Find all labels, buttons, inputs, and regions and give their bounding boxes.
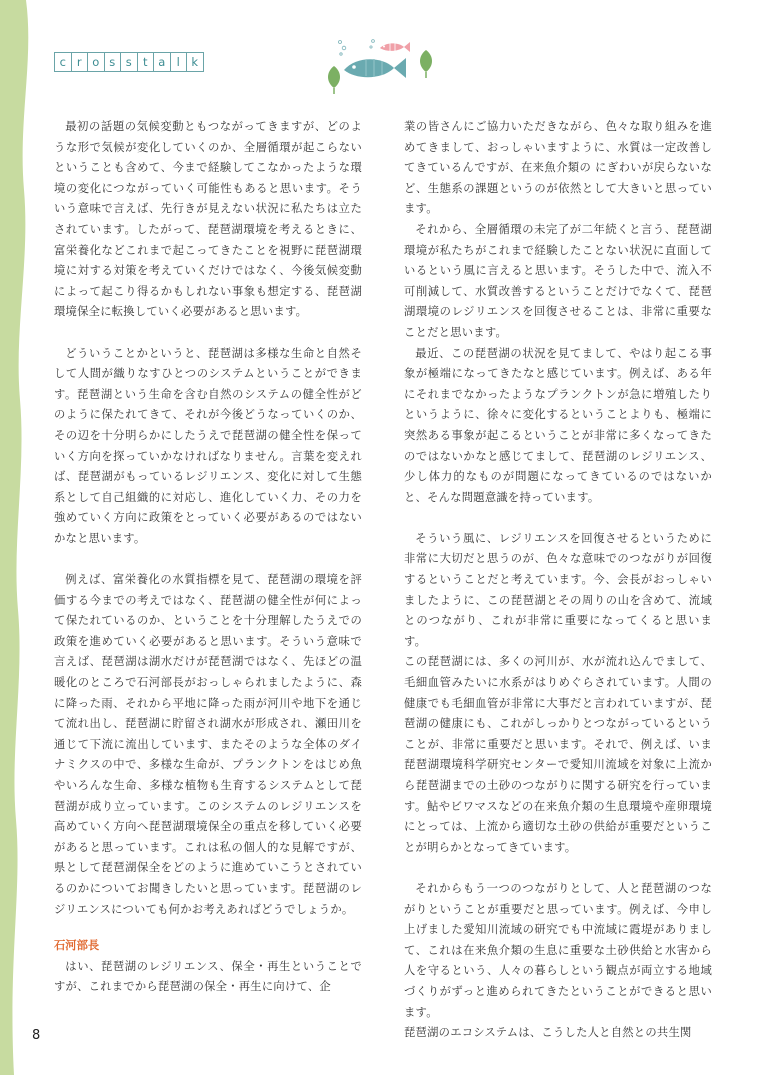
logo-letter: s bbox=[121, 53, 138, 71]
body-paragraph: そういう風に、レジリエンスを回復させるというために非常に大切だと思うのが、色々な意味でのつながりが回復するということだと考えています。今、会長がおっしゃいましたように、この琵琶湖とその周りの山を含めて、流域とのつながり、これが非常に重要になってくると思います。 bbox=[404, 531, 712, 648]
body-paragraph: どういうことかというと、琵琶湖は多様な生命と自然そして人間が織りなすひとつのシステムということができます。琵琶湖という生命を含む自然のシステムの健全性がどのように保たれてきて、それが今後どうなっていくのか、その辺を十分明らかにしたうえで琵琶湖の健全性を保っていく方向を探っていかなければなりません。言葉を変えれば、琵琶湖がもっているレジリエンス、変化に対して生態系として自己組織的に対応し、進化していく力、その力を強めていく方向に政策をとっていく必要があるのではないかなと思います。 bbox=[54, 346, 362, 545]
bubbles-icon bbox=[339, 40, 375, 56]
page-number: 8 bbox=[32, 1028, 41, 1043]
crosstalk-logo bbox=[54, 52, 204, 72]
logo-letter: r bbox=[72, 53, 89, 71]
logo-letter: o bbox=[88, 53, 105, 71]
body-paragraph: 最近、この琵琶湖の状況を見てまして、やはり起こる事象が極端になってきたなと感じています。例えば、ある年にそれまでなかったようなプランクトンが急に増殖したりというように、徐々に変化するということよりも、極端に突然ある事象が起こるということが非常に多くなってきたのではないかなと感じてまして、琵琶湖のレジリエンス、少し体力的なものが問題になってきているのではないかと、そんな問題意識を持っています。 bbox=[404, 346, 712, 504]
logo-letter: t bbox=[138, 53, 155, 71]
body-paragraph: 業の皆さんにご協力いただきながら、色々な取り組みを進めてきまして、おっしゃいますように、水質は一定改善してきているんですが、在来魚介類の にぎわいが戻らないなど、生態系の課題というのが依然として大きいと思っています。 bbox=[404, 120, 712, 216]
body-paragraph: 最初の話題の気候変動ともつながってきますが、どのような形で気候が変化していくのか、全層循環が起こらないということも含めて、今まで経験してこなかったような環境の変化につながっていく可能性もあると思います。そういう意味で言えば、先行きが見えない状況に私たちは立たされています。したがって、琵琶湖環境を考えるときに、富栄養化などこれまで起こってきたことを視野に琵琶湖環境に対する対策を考えていくだけではなく、今後気候変動によって起こり得るかもしれない事象も想定する、琵琶湖環境保全に転換していく必要があると思います。 bbox=[54, 120, 362, 319]
margin-wave-decoration bbox=[0, 0, 40, 1075]
body-paragraph: はい、琵琶湖のレジリエンス、保全・再生ということですが、これまでから琵琶湖の保全・再生に向けて、企 bbox=[54, 959, 362, 994]
logo-letter: a bbox=[154, 53, 171, 71]
fish-icon bbox=[344, 58, 406, 78]
logo-letter: s bbox=[105, 53, 122, 71]
body-paragraph: 琵琶湖のエコシステムは、こうした人と自然との共生関 bbox=[404, 1026, 692, 1040]
logo-letter: c bbox=[55, 53, 72, 71]
right-column bbox=[404, 117, 712, 1044]
fish-decoration bbox=[322, 36, 442, 96]
small-fish-icon bbox=[380, 42, 410, 52]
logo-letter: k bbox=[191, 55, 199, 69]
speaker-label: 石河部長 bbox=[54, 939, 100, 953]
body-paragraph: それからもう一つのつながりとして、人と琵琶湖のつながりということが重要だと思っています。例えば、今申し上げました愛知川流域の研究でも中流域に霞堤がありまして、これは在来魚介類の生息に重要な土砂供給と水害から人を守るという、人々の暮らしという観点が両立する地域づくりがずっと進められてきたということができると思います。 bbox=[404, 881, 712, 1019]
logo-letter: l bbox=[171, 53, 188, 71]
body-paragraph: それから、全層循環の未完了が二年続くと言う、琵琶湖環境が私たちがこれまで経験したことない状況に直面しているという風に言えると思います。そうした中で、流入不可削減して、水質改善するということだけでなくて、琵琶湖環境のレジリエンスを回復させることは、非常に重要なことだと思います。 bbox=[404, 222, 712, 339]
left-column bbox=[54, 117, 362, 998]
body-paragraph: この琵琶湖には、多くの河川が、水が流れ込んでまして、毛細血管みたいに水系がはりめぐらされています。人間の健康でも毛細血管が非常に大事だと言われていますが、琵琶湖の健康にも、これがしっかりとつながっているということが、非常に重要だと思います。それで、例えば、いま琵琶湖環境科学研究センターで愛知川流域を対象に上流から琵琶湖までの土砂のつながりに関する研究を行っています。鮎やビワマスなどの在来魚介類の生息環境や産卵環境にとっては、上流から適切な土砂の供給が重要だということが明らかとなってきています。 bbox=[404, 655, 712, 854]
body-paragraph: 例えば、富栄養化の水質指標を見て、琵琶湖の環境を評価する今までの考えではなく、琵琶湖の健全性が何によって保たれているのか、ということを十分理解したうえでの政策を進めていく必要があると思います。そういう意味で言えば、琵琶湖は湖水だけが琵琶湖ではなく、先ほどの温暖化のところで石河部長がおっしゃられましたように、森に降った雨、それから平地に降った雨が河川や地下を通じて流れ出し、琵琶湖に貯留され湖水が形成され、瀬田川を通じて下流に流出しています、またそのような全体のダイナミクスの中で、多様な生命が、プランクトンをはじめ魚やいろんな生命、多様な植物も生育するシステムとして琵琶湖が成り立っています。このシステムのレジリエンスを高めていく方向へ琵琶湖環境保全の重点を移していく必要があると思っています。これは私の個人的な見解ですが、県として琵琶湖保全をどのように進めていこうとされているのかについてお聞きしたいと思っています。琵琶湖のレジリエンスについても何かお考えあればどうでしょうか。 bbox=[54, 573, 362, 916]
